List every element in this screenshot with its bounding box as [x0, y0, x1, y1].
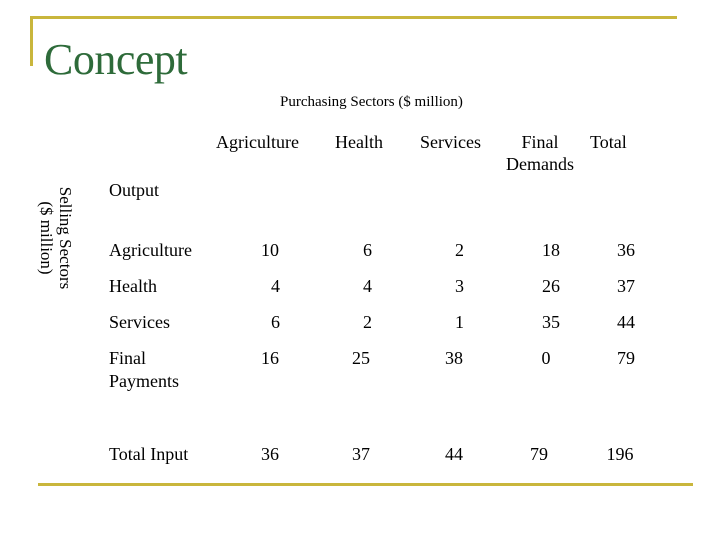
cell-services-final-demands: 35	[542, 312, 560, 332]
col-header-total: Total	[590, 132, 627, 152]
cell-total-input-agriculture: 36	[261, 444, 279, 464]
cell-final-payments-final-demands: 0	[541, 348, 551, 368]
row-label-health: Health	[109, 276, 157, 296]
cell-agriculture-agriculture: 10	[261, 240, 279, 260]
cell-total-input-total: 196	[606, 444, 634, 464]
cell-final-payments-services: 38	[445, 348, 463, 368]
cell-health-total: 37	[617, 276, 635, 296]
cell-services-agriculture: 6	[271, 312, 280, 332]
output-label: Output	[109, 180, 160, 200]
cell-services-total: 44	[617, 312, 635, 332]
slide-title: Concept	[44, 35, 188, 84]
selling-sectors-label	[37, 187, 75, 289]
cell-agriculture-total: 36	[617, 240, 635, 260]
cell-agriculture-final-demands: 18	[542, 240, 560, 260]
cell-total-input-health: 37	[352, 444, 370, 464]
frame-top-rule	[30, 16, 677, 19]
cell-final-payments-total: 79	[617, 348, 635, 368]
purchasing-sectors-heading: Purchasing Sectors ($ million)	[280, 94, 463, 110]
row-label-total-input: Total Input	[109, 444, 189, 464]
col-header-agriculture: Agriculture	[216, 132, 299, 152]
cell-services-services: 1	[455, 312, 464, 332]
cell-services-health: 2	[363, 312, 372, 332]
row-label-services: Services	[109, 312, 170, 332]
cell-health-agriculture: 4	[271, 276, 280, 296]
cell-final-payments-agriculture: 16	[261, 348, 279, 368]
row-label-final-payments: Final Payments	[109, 348, 179, 391]
selling-sectors-line-2: ($ million)	[37, 201, 56, 275]
cell-agriculture-services: 2	[455, 240, 464, 260]
selling-sectors-line-1: Selling Sectors	[56, 186, 75, 290]
cell-final-payments-health: 25	[352, 348, 370, 368]
cell-total-input-services: 44	[445, 444, 463, 464]
cell-total-input-final-demands: 79	[530, 444, 548, 464]
frame-bottom-rule	[38, 483, 693, 486]
col-header-services: Services	[420, 132, 481, 152]
row-label-agriculture: Agriculture	[109, 240, 192, 260]
frame-left-rule	[30, 16, 33, 66]
cell-health-final-demands: 26	[542, 276, 560, 296]
col-header-final-demands: Final Demands	[506, 132, 574, 174]
cell-agriculture-health: 6	[363, 240, 372, 260]
cell-health-services: 3	[455, 276, 464, 296]
col-header-health: Health	[335, 132, 383, 152]
cell-health-health: 4	[363, 276, 372, 296]
